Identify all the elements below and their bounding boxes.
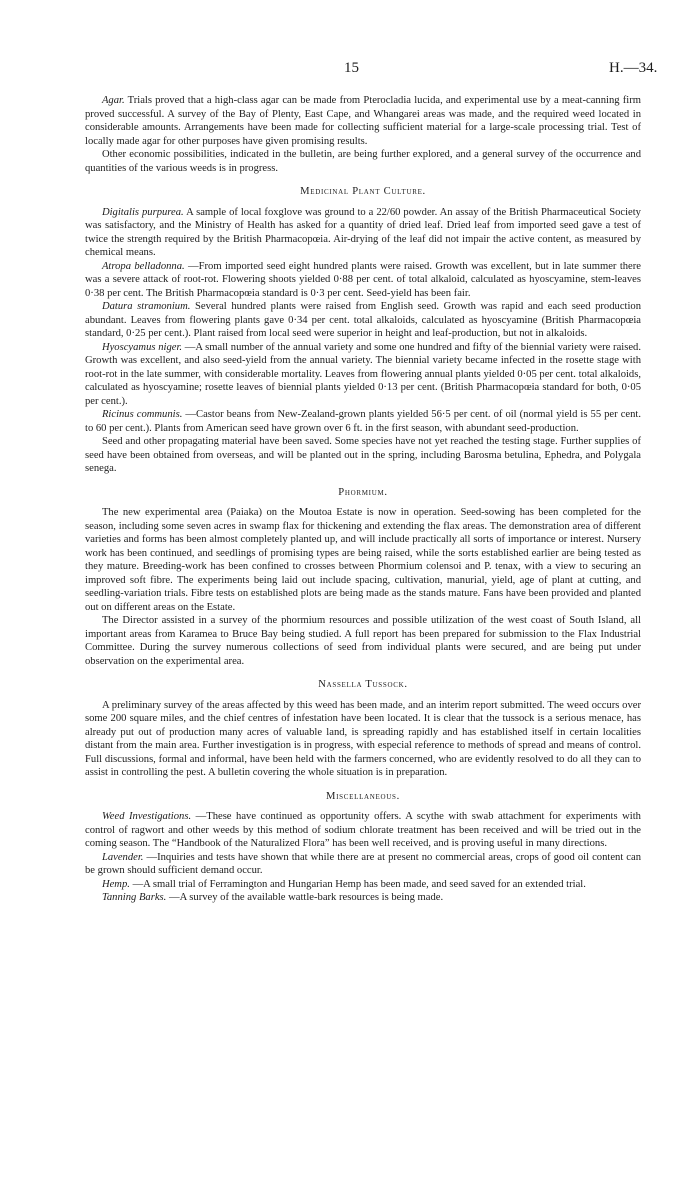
paragraph [85, 341, 641, 409]
paragraph-text: —These have continued as opportunity offers. A scythe with swab attachment for experiments with control of ragwort and other weeds by this method of sodium chlorate treatment has been received and will be tried out in the coming season. The “Handbook of the Naturalized Flora” has been well received, and is proving useful in many directions. [85, 811, 641, 849]
page-number: 15 [344, 60, 359, 76]
paragraph-text: The Director assisted in a survey of the phormium resources and possible utilization of the west coast of South Island, all important areas from Karamea to Bruce Bay being studied. A full report has been prepared for submission to the Flax Industrial Committee. During the survey numerous collections of seed from individual plants were secured, and are being put under observation on the experimental area. [85, 615, 641, 667]
paragraph [85, 851, 641, 878]
paragraph-text: The new experimental area (Paiaka) on the Moutoa Estate is now in operation. Seed-sowing has been completed for the season, including some seven acres in swamp flax for thickening and extending the flax areas. The demonstration area of different varieties and forms has been almost completely planted up, and will include practically all sorts of importance or interest. Nursery work has been continued, and seedlings of promising types are being raised, while the sorts established earlier are being tested as they mature. Breeding-work has been confined to crosses between Phormium colensoi and P. tenax, with a view to securing an improved soft fibre. The experiments being laid out include spacing, cultivation, manurial, yield, age of plant at cutting, and seedling-variation trials. Fibre tests on established plots are being made as the stands mature. Fans have been provided and planted out on different areas on the Estate. [85, 507, 641, 613]
paragraph [85, 506, 641, 614]
paragraph-text: Trials proved that a high-class agar can be made from Pterocladia lucida, and experimental use by a meat-canning firm proved successful. A survey of the Bay of Plenty, East Cape, and Whangarei areas was made, and the required weed located in considerable amounts. Arrangements have been made for collecting sufficient material for a large-scale processing trial. Test of locally made agar for other purposes have given promising results. [85, 95, 641, 147]
paragraph-lead: Hyoscyamus niger. [101, 341, 183, 353]
paragraph-text: Other economic possibilities, indicated in the bulletin, are being further explored, and a general survey of the occurrence and quantities of the various weeds is in progress. [85, 149, 641, 174]
paragraph-lead: Hemp. [101, 878, 130, 890]
paragraph-lead: Agar. [101, 95, 125, 106]
paragraph-lead: Digitalis purpurea. [101, 206, 184, 218]
paragraph [85, 699, 641, 780]
paragraph-lead: Ricinus communis. [101, 409, 183, 420]
paragraph-text: A preliminary survey of the areas affected by this weed has been made, and an interim report submitted. The weed occurs over some 200 square miles, and the chief centres of infestation have been located. It is clear that the tussock is a serious menace, has already put out of production many acres of valuable land, is spreading rapidly and has established itself in certain localities distant from the main area. Further investigation is in progress, with especial reference to methods of spread and means of control. Full discussions, formal and informal, have been held with the farmers concerned, who are evidently resolved to do all they can to assist in controlling the pest. A bulletin covering the whole situation is in preparation. [85, 699, 641, 778]
paragraph [85, 614, 641, 668]
paragraph [85, 260, 641, 301]
section-heading: Miscellaneous. [326, 790, 400, 802]
paragraph [85, 891, 641, 905]
paragraph-lead: Datura stramonium. [101, 301, 191, 312]
paragraph-text: —Inquiries and tests have shown that while there are at present no commercial areas, crops of good oil content can be grown should sufficient demand occur. [85, 851, 641, 876]
document-reference: H.—34. [609, 60, 658, 76]
paragraph [85, 878, 641, 892]
paragraph [85, 148, 641, 175]
paragraph [85, 206, 641, 260]
paragraph-lead: Lavender. [101, 851, 144, 863]
paragraph-text: —A small trial of Ferramington and Hungarian Hemp has been made, and seed saved for an extended trial. [132, 878, 586, 890]
paragraph-text: —A small number of the annual variety and some one hundred and fifty of the biennial variety were raised. Growth was excellent, and also seed-yield from the annual variety. The biennial variety became infected in the rosette stage with root-rot in the late summer, with considerable mortality. Leaves from flowering annual plants yielded 0·05 per cent. total alkaloids, calculated as hyoscyamine; rosette leaves of biennial plants yielded 0·13 per cent. (British Pharmacopœia standard for both, 0·05 per cent.). [85, 341, 641, 407]
page-header [0, 60, 700, 82]
paragraph-text: —A survey of the available wattle-bark resources is being made. [168, 892, 444, 903]
paragraph [85, 300, 641, 341]
paragraph [85, 94, 641, 148]
paragraph-lead: Tanning Barks. [101, 892, 167, 903]
paragraph [85, 408, 641, 435]
section-heading: Phormium. [338, 486, 388, 498]
paragraph-lead: Weed Investigations. [101, 811, 192, 822]
paragraph-text: Seed and other propagating material have been saved. Some species have not yet reached the testing stage. Further supplies of seed have been obtained from overseas, and will be planted out in the spring, including Barosma betulina, Ephedra, and Polygala senega. [85, 436, 641, 474]
page-body [85, 94, 641, 905]
paragraph-text: A sample of local foxglove was ground to a 22/60 powder. An assay of the British Pharmaceutical Society was satisfactory, and the Ministry of Health has asked for a quantity of dried leaf. Dried leaf from imported seed gave a test of twice the strength required by the British Pharmacopœia. Air-drying of the leaf did not impair the active content, as measured by chemical means. [85, 206, 641, 258]
paragraph [85, 435, 641, 476]
paragraph-text: —From imported seed eight hundred plants were raised. Growth was excellent, but in late summer there was a severe attack of root-rot. Flowering shoots yielded 0·88 per cent. of total alkaloid, calculated as hyoscyamine, stem-leaves 0·38 per cent. The British Pharmacopœia standard is 0·3 per cent. Seed-yield has been fair. [85, 260, 641, 299]
paragraph-lead: Atropa belladonna. [101, 260, 185, 272]
section-heading: Medicinal Plant Culture. [300, 186, 426, 197]
section-heading: Nassella Tussock. [318, 679, 408, 690]
paragraph-text: —Castor beans from New-Zealand-grown plants yielded 56·5 per cent. of oil (normal yield is 55 per cent. to 60 per cent.). Plants from American seed have grown over 6 ft. in the first season, with abundant seed-production. [85, 409, 641, 434]
paragraph-text: Several hundred plants were raised from English seed. Growth was rapid and each seed production abundant. Leaves from flowering plants gave 0·34 per cent. total alkaloids, calculated as hyoscyamine (British Pharmacopœia standard, 0·25 per cent.). Plant raised from local seed were superior in height and leaf-production, but not in alkaloids. [85, 301, 641, 339]
paragraph [85, 810, 641, 851]
